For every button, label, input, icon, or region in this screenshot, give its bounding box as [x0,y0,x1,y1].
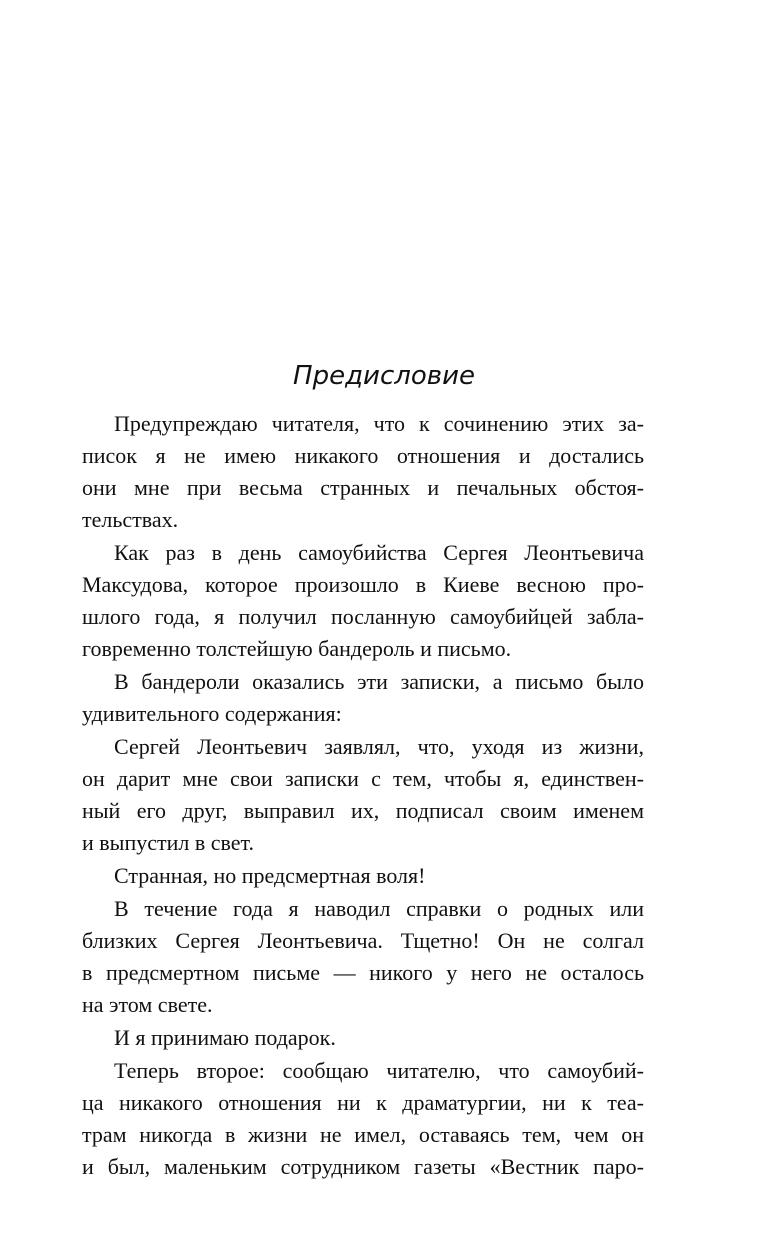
text-line: писок я не имею никакого отношения и достались [82,443,644,468]
text-line: Странная, но предсмертная воля! [114,863,426,888]
paragraph [82,860,644,892]
text-line: Теперь второе: сообщаю читателю, что самоубий- [114,1058,644,1083]
paragraph [82,1022,644,1054]
text-line: на этом свете. [82,992,213,1017]
text-line: он дарит мне свои записки с тем, чтобы я, единствен- [82,766,644,791]
text-line: говременно толстейшую бандероль и письмо. [82,636,512,661]
text-line: шлого года, я получил посланную самоубийцей забла- [82,604,644,629]
text-line: ный его друг, выправил их, подписал своим именем [82,798,644,823]
text-line: Сергей Леонтьевич заявлял, что, уходя из жизни, [114,734,644,759]
paragraph [82,408,644,536]
paragraph [82,1055,644,1183]
paragraph [82,666,644,730]
text-line: близких Сергея Леонтьевича. Тщетно! Он не солгал [82,928,644,953]
text-line: Предупреждаю читателя, что к сочинению этих за- [114,411,644,436]
text-line: В течение года я наводил справки о родных или [114,896,644,921]
paragraph [82,537,644,665]
text-line: ца никакого отношения ни к драматургии, ни к теа- [82,1090,644,1115]
text-line: в предсмертном письме — никого у него не осталось [82,960,644,985]
text-line: Максудова, которое произошло в Киеве весною про- [82,572,644,597]
text-line: удивительного содержания: [82,701,342,726]
text-line: И я принимаю подарок. [114,1025,336,1050]
text-line: и был, маленьким сотрудником газеты «Вестник паро- [82,1154,644,1179]
paragraph [82,731,644,859]
text-line: трам никогда в жизни не имел, оставаясь тем, чем он [82,1122,644,1147]
body-text [82,408,644,1183]
paragraph [82,893,644,1021]
text-line: В бандероли оказались эти записки, а письмо было [114,669,644,694]
text-line: они мне при весьма странных и печальных обстоя- [82,475,644,500]
chapter-title: Предисловие [293,361,475,391]
text-line: и выпустил в свет. [82,830,254,855]
text-line: Как раз в день самоубийства Сергея Леонтьевича [114,540,644,565]
text-line: тельствах. [82,507,179,532]
